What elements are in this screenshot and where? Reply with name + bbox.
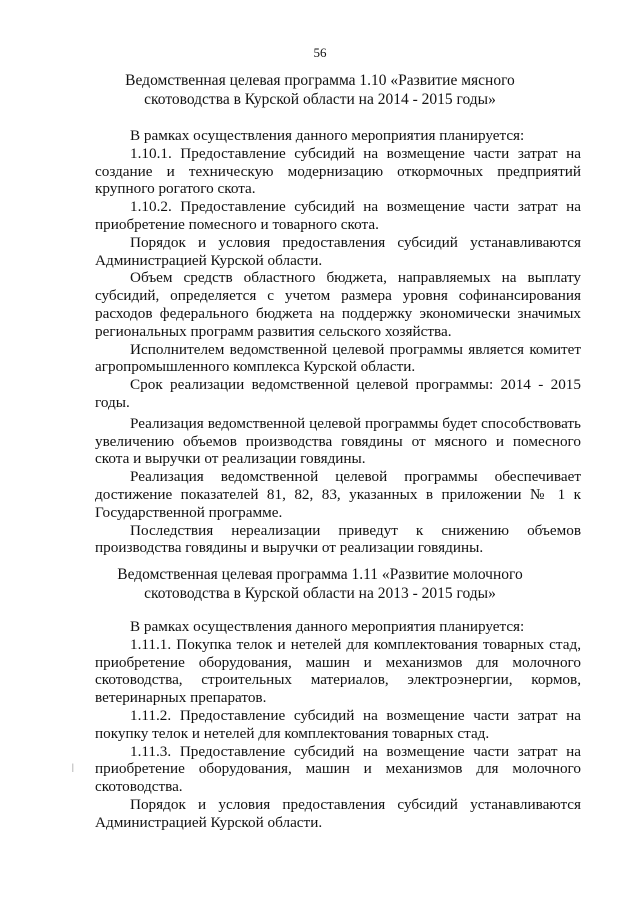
section-title-line: Ведомственная целевая программа 1.10 «Развитие мясного <box>125 72 515 89</box>
paragraph: 1.11.3. Предоставление субсидий на возмещение части затрат на приобретение оборудования, машин и механизмов для молочного скотоводства. <box>95 742 581 796</box>
paragraph: Объем средств областного бюджета, направляемых на выплату субсидий, определяется с учетом размера уровня софинансирования расходов федерального бюджета на поддержку экономически значимых региональных программ развития сельского хозяйства. <box>95 269 581 340</box>
paragraph: Реализация ведомственной целевой программы обеспечивает достижение показателей 81, 82, 83, указанных в приложении № 1 к Государственной программе. <box>95 468 581 521</box>
paragraph: 1.10.2. Предоставление субсидий на возмещение части затрат на приобретение помесного и товарного скота. <box>95 198 581 233</box>
section-body-1-10 <box>95 127 581 557</box>
section-title-1-11 <box>100 565 540 603</box>
paragraph: Исполнителем ведомственной целевой программы является комитет агропромышленного комплекса Курской области. <box>95 340 581 376</box>
paragraph: 1.11.2. Предоставление субсидий на возмещение части затрат на покупку телок и нетелей для комплектования товарных стад. <box>95 706 581 742</box>
section-body-1-11 <box>95 618 581 832</box>
paragraph: Реализация ведомственной целевой программы будет способствовать увеличению объемов производства говядины от мясного и помесного скота и выручки от реализации говядины. <box>95 414 581 468</box>
section-title-line: Ведомственная целевая программа 1.11 «Развитие молочного <box>117 566 523 583</box>
paragraph: 1.11.1. Покупка телок и нетелей для комплектования товарных стад, приобретение оборудования, машин и механизмов для молочного скотоводства, строительных материалов, электроэнергии, кормов, ветеринарных препаратов. <box>95 635 581 707</box>
page-number: 56 <box>313 45 327 60</box>
margin-mark: | <box>72 762 74 772</box>
paragraph: 1.10.1. Предоставление субсидий на возмещение части затрат на создание и техническую модернизацию откормочных предприятий крупного рогатого скота. <box>95 144 581 198</box>
paragraph: Порядок и условия предоставления субсидий устанавливаются Администрацией Курской области. <box>95 233 581 269</box>
paragraph: Порядок и условия предоставления субсидий устанавливаются Администрацией Курской области. <box>95 795 581 831</box>
section-title-1-10 <box>100 71 540 109</box>
paragraph: В рамках осуществления данного мероприятия планируется: <box>130 618 525 635</box>
paragraph: В рамках осуществления данного мероприятия планируется: <box>130 127 525 144</box>
paragraph: Срок реализации ведомственной целевой программы: 2014 - 2015 годы. <box>95 376 581 411</box>
paragraph: Последствия нереализации приведут к снижению объемов производства говядины и выручки от реализации говядины. <box>95 521 581 557</box>
section-title-line: скотоводства в Курской области на 2014 - 2015 годы» <box>144 91 496 108</box>
section-title-line: скотоводства в Курской области на 2013 - 2015 годы» <box>144 585 496 602</box>
